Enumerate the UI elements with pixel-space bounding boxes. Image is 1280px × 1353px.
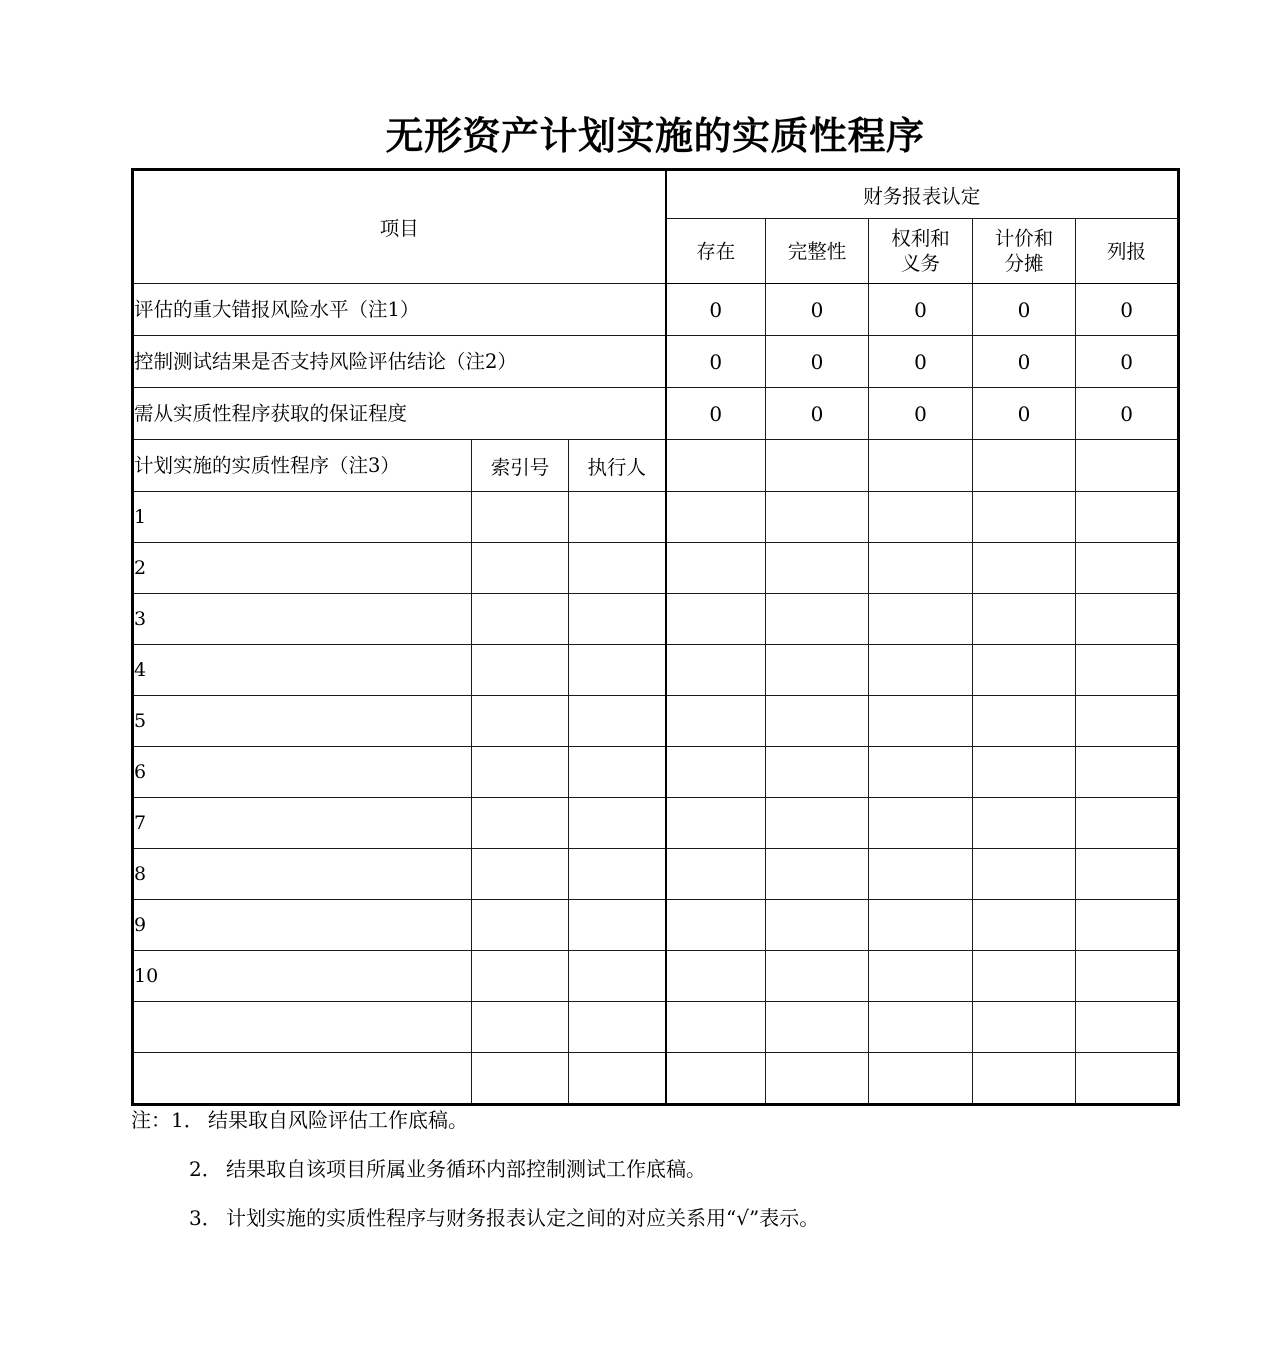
cell-assertion-mark[interactable]	[869, 645, 973, 696]
cell-performer[interactable]	[569, 696, 666, 747]
cell-assertion-mark[interactable]	[869, 951, 973, 1002]
cell-value: 0	[973, 284, 1076, 336]
cell-assertion-mark[interactable]	[1076, 1053, 1179, 1105]
cell-assertion-mark[interactable]	[1076, 1002, 1179, 1053]
cell-assertion-mark[interactable]	[973, 1002, 1076, 1053]
cell-assertion-mark[interactable]	[666, 1053, 766, 1105]
cell-assertion-mark[interactable]	[766, 951, 869, 1002]
table-row[interactable]	[133, 645, 1179, 696]
cell-assertion-mark[interactable]	[1076, 543, 1179, 594]
cell-performer[interactable]	[569, 798, 666, 849]
cell-performer[interactable]	[569, 849, 666, 900]
row-label-control-test-result: 控制测试结果是否支持风险评估结论（注2）	[133, 336, 666, 388]
cell-assertion-mark[interactable]	[666, 594, 766, 645]
cell-assertion-mark[interactable]	[1076, 594, 1179, 645]
header-assertion-rights-obligations-line2: 义务	[901, 252, 941, 275]
cell-assertion-mark[interactable]	[766, 849, 869, 900]
cell-performer[interactable]	[569, 747, 666, 798]
cell-value: 0	[973, 336, 1076, 388]
cell-assertion-mark[interactable]	[1076, 951, 1179, 1002]
cell-assertion-mark[interactable]	[869, 900, 973, 951]
cell-index-no[interactable]	[472, 849, 569, 900]
cell-assertion-mark[interactable]	[973, 1053, 1076, 1105]
header-planned-procedures: 计划实施的实质性程序（注3）	[133, 440, 472, 492]
cell-performer[interactable]	[569, 1002, 666, 1053]
cell-assertion-mark[interactable]	[1076, 849, 1179, 900]
cell-assertion-mark[interactable]	[1076, 696, 1179, 747]
cell-index-no[interactable]	[472, 798, 569, 849]
cell-row-number: 2	[133, 543, 472, 594]
header-assertion-completeness: 完整性	[766, 219, 869, 284]
note-item-2	[131, 1157, 1181, 1182]
cell-assertion-mark[interactable]	[666, 1002, 766, 1053]
row-label-assurance-required: 需从实质性程序获取的保证程度	[133, 388, 666, 440]
cell-assertion-mark[interactable]	[666, 747, 766, 798]
table-row[interactable]	[133, 492, 1179, 543]
cell-row-number: 7	[133, 798, 472, 849]
cell-assertion-mark[interactable]	[666, 543, 766, 594]
cell-assertion-mark[interactable]	[766, 696, 869, 747]
cell-assertion-mark[interactable]	[766, 900, 869, 951]
table-row[interactable]	[133, 543, 1179, 594]
cell-performer[interactable]	[569, 1053, 666, 1105]
cell-assertion-mark[interactable]	[766, 747, 869, 798]
table-row[interactable]	[133, 951, 1179, 1002]
cell-assertion-mark[interactable]	[869, 747, 973, 798]
cell-assertion-mark[interactable]	[766, 594, 869, 645]
cell-assertion-mark[interactable]	[1076, 900, 1179, 951]
cell-value: 0	[1076, 388, 1179, 440]
cell-assertion-mark[interactable]	[666, 798, 766, 849]
cell-assertion-mark[interactable]	[766, 645, 869, 696]
cell-value: 0	[766, 388, 869, 440]
notes-prefix-label: 注：	[131, 1108, 171, 1132]
cell-index-no[interactable]	[472, 696, 569, 747]
header-assertion-existence: 存在	[666, 219, 766, 284]
cell-row-number: 6	[133, 747, 472, 798]
cell-assertion-mark[interactable]	[666, 849, 766, 900]
cell-index-no[interactable]	[472, 951, 569, 1002]
header-item-column: 项目	[133, 170, 666, 284]
cell-assertion-mark[interactable]	[869, 1002, 973, 1053]
substantive-procedures-table	[131, 168, 1180, 1106]
cell-value: 0	[766, 284, 869, 336]
note-number: 2．	[189, 1157, 222, 1181]
cell-assertion-mark[interactable]	[973, 849, 1076, 900]
cell-index-no[interactable]	[472, 1002, 569, 1053]
cell-empty	[1076, 440, 1179, 492]
cell-value: 0	[869, 284, 973, 336]
table-row[interactable]	[133, 900, 1179, 951]
cell-performer[interactable]	[569, 492, 666, 543]
note-text: 计划实施的实质性程序与财务报表认定之间的对应关系用“√”表示。	[226, 1206, 820, 1230]
cell-assertion-mark[interactable]	[1076, 798, 1179, 849]
cell-row-number: 4	[133, 645, 472, 696]
table-row[interactable]	[133, 798, 1179, 849]
cell-index-no[interactable]	[472, 594, 569, 645]
cell-assertion-mark[interactable]	[973, 900, 1076, 951]
cell-value: 0	[869, 388, 973, 440]
row-label-assessed-risk: 评估的重大错报风险水平（注1）	[133, 284, 666, 336]
note-number: 1．	[171, 1108, 204, 1132]
cell-assertion-mark[interactable]	[666, 951, 766, 1002]
cell-index-no[interactable]	[472, 543, 569, 594]
table-row	[133, 284, 1179, 336]
cell-row-number: 3	[133, 594, 472, 645]
cell-assertion-mark[interactable]	[973, 798, 1076, 849]
cell-assertion-mark[interactable]	[766, 1053, 869, 1105]
cell-assertion-mark[interactable]	[1076, 747, 1179, 798]
cell-assertion-mark[interactable]	[973, 594, 1076, 645]
table-row[interactable]	[133, 849, 1179, 900]
cell-assertion-mark[interactable]	[869, 1053, 973, 1105]
cell-assertion-mark[interactable]	[766, 543, 869, 594]
cell-assertion-mark[interactable]	[766, 492, 869, 543]
header-assertion-presentation: 列报	[1076, 219, 1179, 284]
cell-value: 0	[766, 336, 869, 388]
cell-assertion-mark[interactable]	[869, 696, 973, 747]
header-assertion-rights-obligations	[869, 219, 973, 284]
cell-index-no[interactable]	[472, 747, 569, 798]
cell-empty	[666, 440, 766, 492]
cell-performer[interactable]	[569, 543, 666, 594]
cell-value: 0	[973, 388, 1076, 440]
header-assertion-valuation-allocation-line1: 计价和	[994, 227, 1054, 250]
header-assertion-valuation-allocation	[973, 219, 1076, 284]
header-assertions-group: 财务报表认定	[666, 170, 1179, 219]
cell-assertion-mark[interactable]	[973, 696, 1076, 747]
cell-value: 0	[1076, 284, 1179, 336]
note-number: 3．	[189, 1206, 222, 1230]
table-row[interactable]	[133, 594, 1179, 645]
cell-assertion-mark[interactable]	[869, 849, 973, 900]
cell-index-no[interactable]	[472, 1053, 569, 1105]
cell-assertion-mark[interactable]	[869, 798, 973, 849]
cell-index-no[interactable]	[472, 645, 569, 696]
cell-value: 0	[869, 336, 973, 388]
cell-performer[interactable]	[569, 951, 666, 1002]
cell-assertion-mark[interactable]	[869, 492, 973, 543]
table-row	[133, 336, 1179, 388]
cell-performer[interactable]	[569, 594, 666, 645]
cell-assertion-mark[interactable]	[973, 951, 1076, 1002]
cell-row-number	[133, 1053, 472, 1105]
note-text: 结果取自该项目所属业务循环内部控制测试工作底稿。	[226, 1157, 706, 1181]
notes-section	[131, 1108, 1181, 1255]
table-row[interactable]	[133, 696, 1179, 747]
cell-assertion-mark[interactable]	[973, 543, 1076, 594]
header-assertion-valuation-allocation-line2: 分摊	[1004, 252, 1044, 275]
cell-row-number: 9	[133, 900, 472, 951]
cell-assertion-mark[interactable]	[666, 645, 766, 696]
cell-performer[interactable]	[569, 645, 666, 696]
header-performer: 执行人	[569, 440, 666, 492]
cell-assertion-mark[interactable]	[869, 594, 973, 645]
cell-assertion-mark[interactable]	[766, 1002, 869, 1053]
cell-row-number: 1	[133, 492, 472, 543]
cell-assertion-mark[interactable]	[973, 747, 1076, 798]
cell-assertion-mark[interactable]	[666, 492, 766, 543]
cell-assertion-mark[interactable]	[766, 798, 869, 849]
cell-empty	[973, 440, 1076, 492]
cell-row-number: 5	[133, 696, 472, 747]
cell-value: 0	[1076, 336, 1179, 388]
header-index-no: 索引号	[472, 440, 569, 492]
note-item-3	[131, 1206, 1181, 1231]
table-row[interactable]	[133, 1002, 1179, 1053]
cell-assertion-mark[interactable]	[973, 645, 1076, 696]
cell-assertion-mark[interactable]	[666, 696, 766, 747]
note-item-1	[131, 1108, 1181, 1133]
cell-value: 0	[666, 388, 766, 440]
cell-assertion-mark[interactable]	[1076, 645, 1179, 696]
cell-value: 0	[666, 336, 766, 388]
cell-value: 0	[666, 284, 766, 336]
cell-empty	[869, 440, 973, 492]
cell-index-no[interactable]	[472, 492, 569, 543]
table-header-row-group	[133, 170, 1179, 219]
cell-assertion-mark[interactable]	[973, 492, 1076, 543]
cell-row-number	[133, 1002, 472, 1053]
cell-assertion-mark[interactable]	[1076, 492, 1179, 543]
table-row	[133, 388, 1179, 440]
procedure-header-row	[133, 440, 1179, 492]
cell-performer[interactable]	[569, 900, 666, 951]
header-assertion-rights-obligations-line1: 权利和	[891, 227, 950, 250]
cell-assertion-mark[interactable]	[869, 543, 973, 594]
cell-row-number: 8	[133, 849, 472, 900]
cell-empty	[766, 440, 869, 492]
table-row[interactable]	[133, 1053, 1179, 1105]
cell-assertion-mark[interactable]	[666, 900, 766, 951]
page-title: 无形资产计划实施的实质性程序	[385, 113, 925, 158]
table-row[interactable]	[133, 747, 1179, 798]
note-text: 结果取自风险评估工作底稿。	[208, 1108, 468, 1132]
cell-row-number: 10	[133, 951, 472, 1002]
cell-index-no[interactable]	[472, 900, 569, 951]
